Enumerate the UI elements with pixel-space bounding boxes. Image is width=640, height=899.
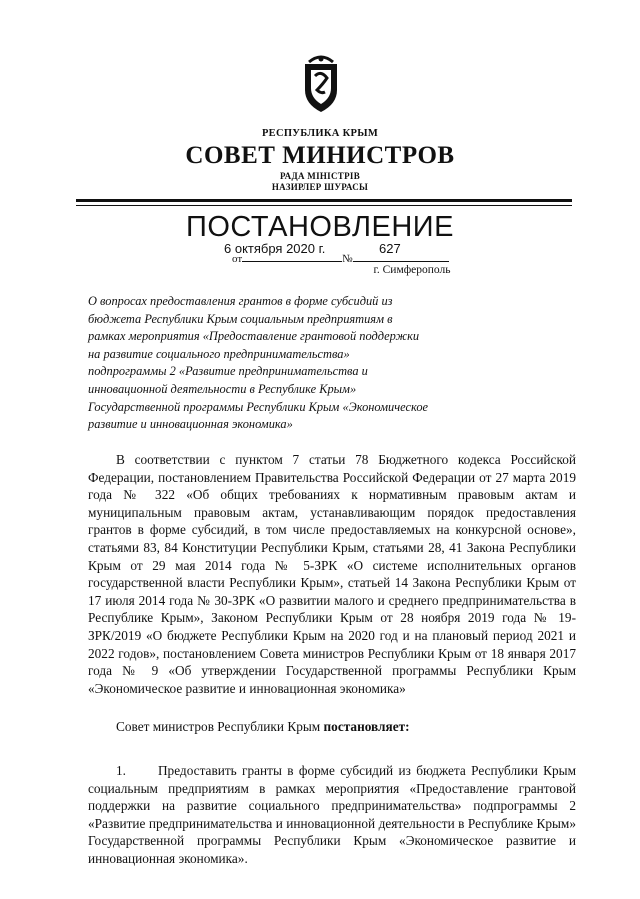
number-label: № xyxy=(342,253,353,265)
item-1-text: Предоставить гранты в форме субсидий из бюджета Республики Крым социальным предприятиям в рамках мероприятия «Предоставление грантовой поддержки на развитие социального предпринимательства» подпрограммы 2 «Развитие предпринимательства и инновационной деятельности в Республике Крым» Государственной программы Республики Крым «Экономическое развитие и инновационная экономика». xyxy=(88,763,577,866)
council-title-crimean-tatar: НАЗИРЛЕР ШУРАСЫ xyxy=(271,182,369,192)
item-1-paragraph xyxy=(88,762,576,868)
resolution-clause xyxy=(88,718,576,736)
resolves-subject: Совет министров Республики Крым xyxy=(116,719,324,734)
number-underline xyxy=(353,252,449,262)
republic-name: РЕСПУБЛИКА КРЫМ xyxy=(261,128,379,139)
item-1-number: 1. xyxy=(116,763,126,778)
from-label: от xyxy=(232,253,243,265)
council-title: СОВЕТ МИНИСТРОВ xyxy=(185,142,455,169)
resolves-verb: постановляет: xyxy=(323,719,410,734)
preamble-paragraph: В соответствии с пунктом 7 статьи 78 Бюджетного кодекса Российской Федерации, постановлением Правительства Российской Федерации от 27 марта 2019 года № 322 «Об общих требованиях к нормативным правовым актам и муниципальным правовым актам, устанавливающим порядок предоставления грантов в форме субсидий, в том числе предоставляемых на конкурсной основе», статьями 83, 84 Конституции Республики Крым, статьями 28, 41 Закона Республики Крым от 29 мая 2014 года № 5-ЗРК «О системе исполнительных органов государственной власти Республики Крым», статьей 14 Закона Республики Крым от 17 июля 2014 года № 30-ЗРК «О развитии малого и среднего предпринимательства в Республике Крым», Законом Республики Крым от 28 ноября 2019 года № 19-ЗРК/2019 «О бюджете Республики Крым на 2020 год и на плановый период 2021 и 2022 годов», постановлением Совета министров Республики Крым от 18 января 2017 года № 9 «Об утверждении Государственной программы Республики Крым «Экономическое развитие и инновационная экономика» xyxy=(88,452,576,696)
header-divider-thin xyxy=(76,205,572,206)
council-title-ukrainian: РАДА МІНІСТРІВ xyxy=(280,171,360,181)
decree-subject: О вопросах предоставления грантов в форме субсидий из бюджета Республики Крым социальным предприятиям в рамках мероприятия «Предоставление грантовой поддержки на развитие социального предпринимательства» подпрограммы 2 «Развитие предпринимательства и инновационной деятельности в Республике Крым» Государственной программы Республики Крым «Экономическое развитие и инновационная экономика» xyxy=(88,294,429,432)
city-name: г. Симферополь xyxy=(373,264,451,276)
document-type-title: ПОСТАНОВЛЕНИЕ xyxy=(186,211,454,243)
decree-date: 6 октября 2020 г. xyxy=(224,241,326,256)
decree-number: 627 xyxy=(379,241,401,256)
date-underline xyxy=(242,252,342,262)
header-divider-thick xyxy=(76,199,572,202)
coat-of-arms-emblem xyxy=(299,50,343,116)
